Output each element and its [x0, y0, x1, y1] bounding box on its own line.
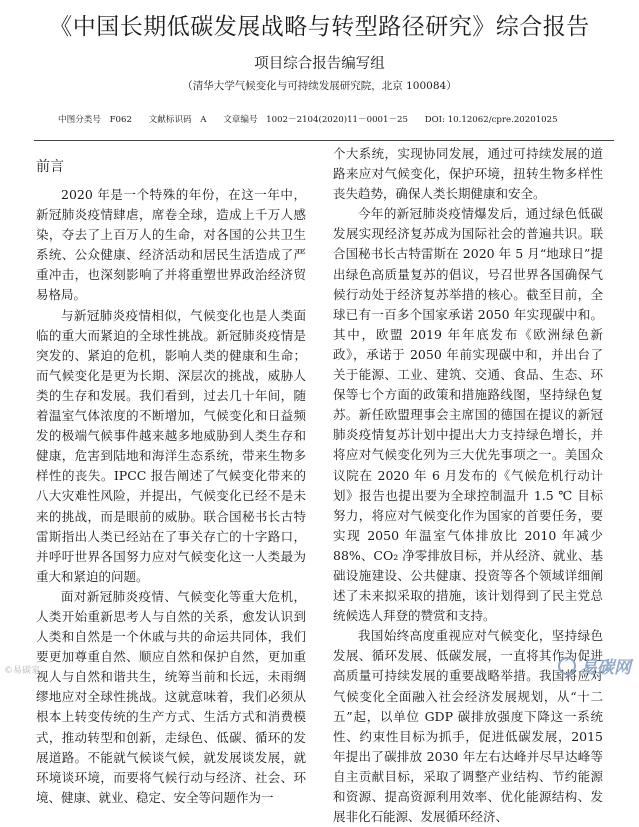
- clc-number: 中图分类号 F062: [58, 115, 132, 125]
- paragraph: 2020 年是一个特殊的年份，在这一年中，新冠肺炎疫情肆虐，席卷全球，造成上千万人感染，夺去了上百万人的生命，对各国的公共卫生系统、公众健康、经济活动和居民生活造成了严重冲击，也深刻影响了并将重塑世界政治经济贸易格局。: [36, 187, 306, 303]
- paragraph: 与新冠肺炎疫情相似，气候变化也是人类面临的重大而紧迫的全球性挑战。新冠肺炎疫情是突发的、紧迫的危机，影响人类的健康和生命；而气候变化是更为长期、深层次的挑战，威胁人类的生存和发展。我们看到，过去几十年间，随着温室气体浓度的不断增加，气候变化和日益频发的极端气候事件越来越多地威胁到人类生存和健康，危害到陆地和海洋生态系统，带来生物多样性的丧失。IPCC 报告阐述了气候变化带来的八大灾难性风险，并提出，气候变化已经不是未来的挑战，而是眼前的威胁。联合国秘书长古特雷斯指出人类已经站在了事关存亡的十字路口，并呼吁世界各国努力应对气候变化这一人类最为重大和紧迫的问题。: [36, 307, 306, 584]
- watermark-right: [558, 653, 631, 678]
- paragraph: 面对新冠肺炎疫情、气候变化等重大危机，人类开始重新思考人与自然的关系，愈发认识到人类和自然是一个休戚与共的命运共同体，我们要更加尊重自然、顺应自然和保护自然，更加重视人与自然和谐共生，统筹当前和长远，未雨绸缪地应对全球性挑战。这就意味着，我们必须从根本上转变传统的生产方式、生活方式和消费模式，推动转型和创新，走绿色、低碳、循环的发展道路。不能就气候谈气候，就发展谈发展，就环境谈环境，而要将气候行动与经济、社会、环境、健康、就业、稳定、安全等问题作为一: [36, 588, 306, 805]
- watermark-text: 易碳网: [580, 658, 631, 678]
- right-column: [333, 144, 603, 827]
- paragraph: 个大系统，实现协同发展，通过可持续发展的道路来应对气候变化，保护环境，扭转生物多样性丧失趋势，确保人类长期健康和安全。: [333, 146, 603, 202]
- doi: DOI: 10.12062/cpre.20201025: [424, 115, 558, 125]
- affiliation: （清华大学气候变化与可持续发展研究院，北京 100084）: [182, 80, 457, 92]
- document-code: 文献标识码 A: [148, 115, 207, 125]
- article-number: 文章编号 1002－2104(2020)11－0001－25: [223, 115, 408, 125]
- paragraph: 我国始终高度重视应对气候变化，坚持绿色发展、循环发展、低碳发展，一直将其作为促进高质量可持续发展的重要战略举措。我国将应对气候变化全面融入社会经济发展规划，从“十二五”起，以单位 GDP 碳排放强度下降这一系统性、约束性目标为抓手，促进低碳发展，2015 年提出了碳排放 2030 年左右达峰并尽早达峰等自主贡献目标，采取了调整产业结构、节约能源和资源、提高资源利用效率、优化能源结构、发展非化石能源、发展循环经济、: [333, 628, 603, 825]
- header-divider: [34, 140, 614, 141]
- paragraph: 今年的新冠肺炎疫情爆发后，通过绿色低碳发展实现经济复苏成为国际社会的普遍共识。联合国秘书长古特雷斯在 2020 年 5 月“地球日”提出绿色高质量复苏的倡议，号召世界各国确保气候行动处于经济复苏举措的核心。截至目前，全球已有一百多个国家承诺 2050 年实现碳中和。其中，欧盟 2019 年年底发布《欧洲绿色新政》，承诺于 2050 年前实现碳中和，并出台了关于能源、工业、建筑、交通、食品、生态、环保等七个方面的政策和措施路线图，坚持绿色复苏。新任欧盟理事会主席国的德国在提议的新冠肺炎疫情复苏计划中提出大力支持绿色增长，并将应对气候变化列为三大优先事项之一。美国众议院在 2020 年 6 月发布的《气候危机行动计划》报告也提出要为全球控制温升 1.5 ℃ 目标努力，将应对气候变化作为国家的首要任务，要实现 2050 年温室气体排放比 2010 年减少 88%、CO₂ 净零排放目标，并从经济、就业、基础设施建设、公共健康、投资等各个领域详细阐述了未来拟采取的措施，该计划得到了民主党总统候选人拜登的赞赏和支持。: [333, 206, 603, 624]
- article-meta: [58, 113, 618, 125]
- report-subtitle: 项目综合报告编写组: [254, 56, 385, 72]
- section-heading: 前言: [36, 159, 64, 175]
- watermark-left: ©易碳家: [4, 666, 41, 676]
- left-column: [36, 157, 306, 808]
- report-title: 《中国长期低碳发展战略与转型路径研究》综合报告: [49, 14, 590, 40]
- logo-icon: [558, 657, 576, 675]
